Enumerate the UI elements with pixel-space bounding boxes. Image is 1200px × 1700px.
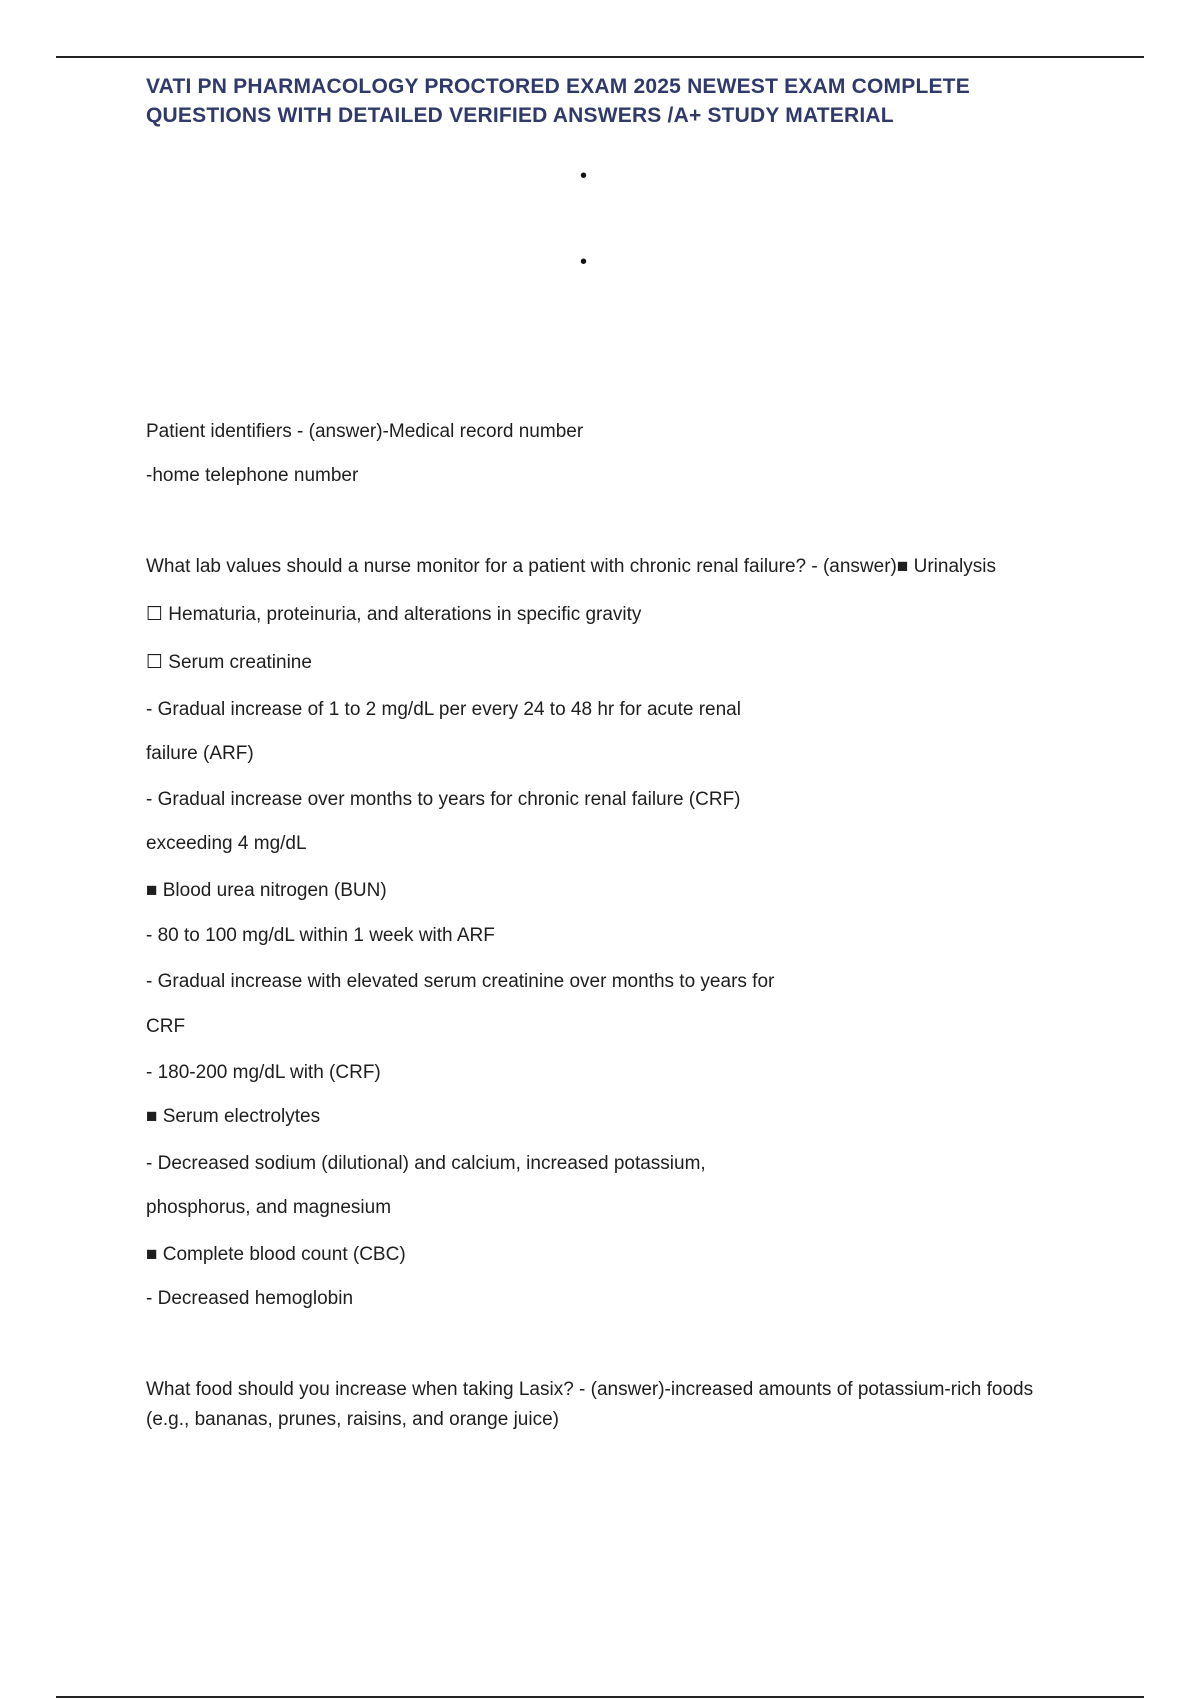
text-line: failure (ARF) [146,743,254,764]
text-line: - 180-200 mg/dL with (CRF) [146,1062,381,1083]
text-line: ■ Complete blood count (CBC) [146,1244,406,1265]
text-line: - Decreased hemoglobin [146,1288,354,1309]
text-line: Patient identifiers - (answer)-Medical record number [146,421,584,442]
bottom-divider [56,1696,1144,1698]
text-line: - 80 to 100 mg/dL within 1 week with ARF [146,925,495,946]
text-line: - Gradual increase with elevated serum creatinine over months to years for [146,971,775,992]
text-line: -home telephone number [146,465,359,486]
text-line: exceeding 4 mg/dL [146,833,307,854]
text-paragraph: What food should you increase when taking Lasix? - (answer)-increased amounts of potassium-rich foods (e.g., bananas, prunes, raisins, and orange juice) [146,1379,1034,1430]
text-line: - Decreased sodium (dilutional) and calcium, increased potassium, [146,1153,706,1174]
document-title: VATI PN PHARMACOLOGY PROCTORED EXAM 2025 NEWEST EXAM COMPLETE QUESTIONS WITH DETAILED VERIFIED ANSWERS /A+ STUDY MATERIAL [146,75,970,127]
text-line: phosphorus, and magnesium [146,1197,392,1218]
text-line: ☐ Hematuria, proteinuria, and alterations in specific gravity [146,604,642,625]
text-line: ■ Serum electrolytes [146,1106,321,1127]
text-line: What lab values should a nurse monitor for a patient with chronic renal failure? - (answer)■ Urinalysis [146,556,996,577]
text-line: CRF [146,1016,186,1037]
top-divider [56,56,1144,58]
text-line: - Gradual increase over months to years for chronic renal failure (CRF) [146,789,741,810]
text-line: ■ Blood urea nitrogen (BUN) [146,880,387,901]
text-line: ☐ Serum creatinine [146,652,312,673]
bullet-point: • [580,165,588,187]
bullet-point: • [580,251,588,273]
text-line: - Gradual increase of 1 to 2 mg/dL per every 24 to 48 hr for acute renal [146,699,741,720]
